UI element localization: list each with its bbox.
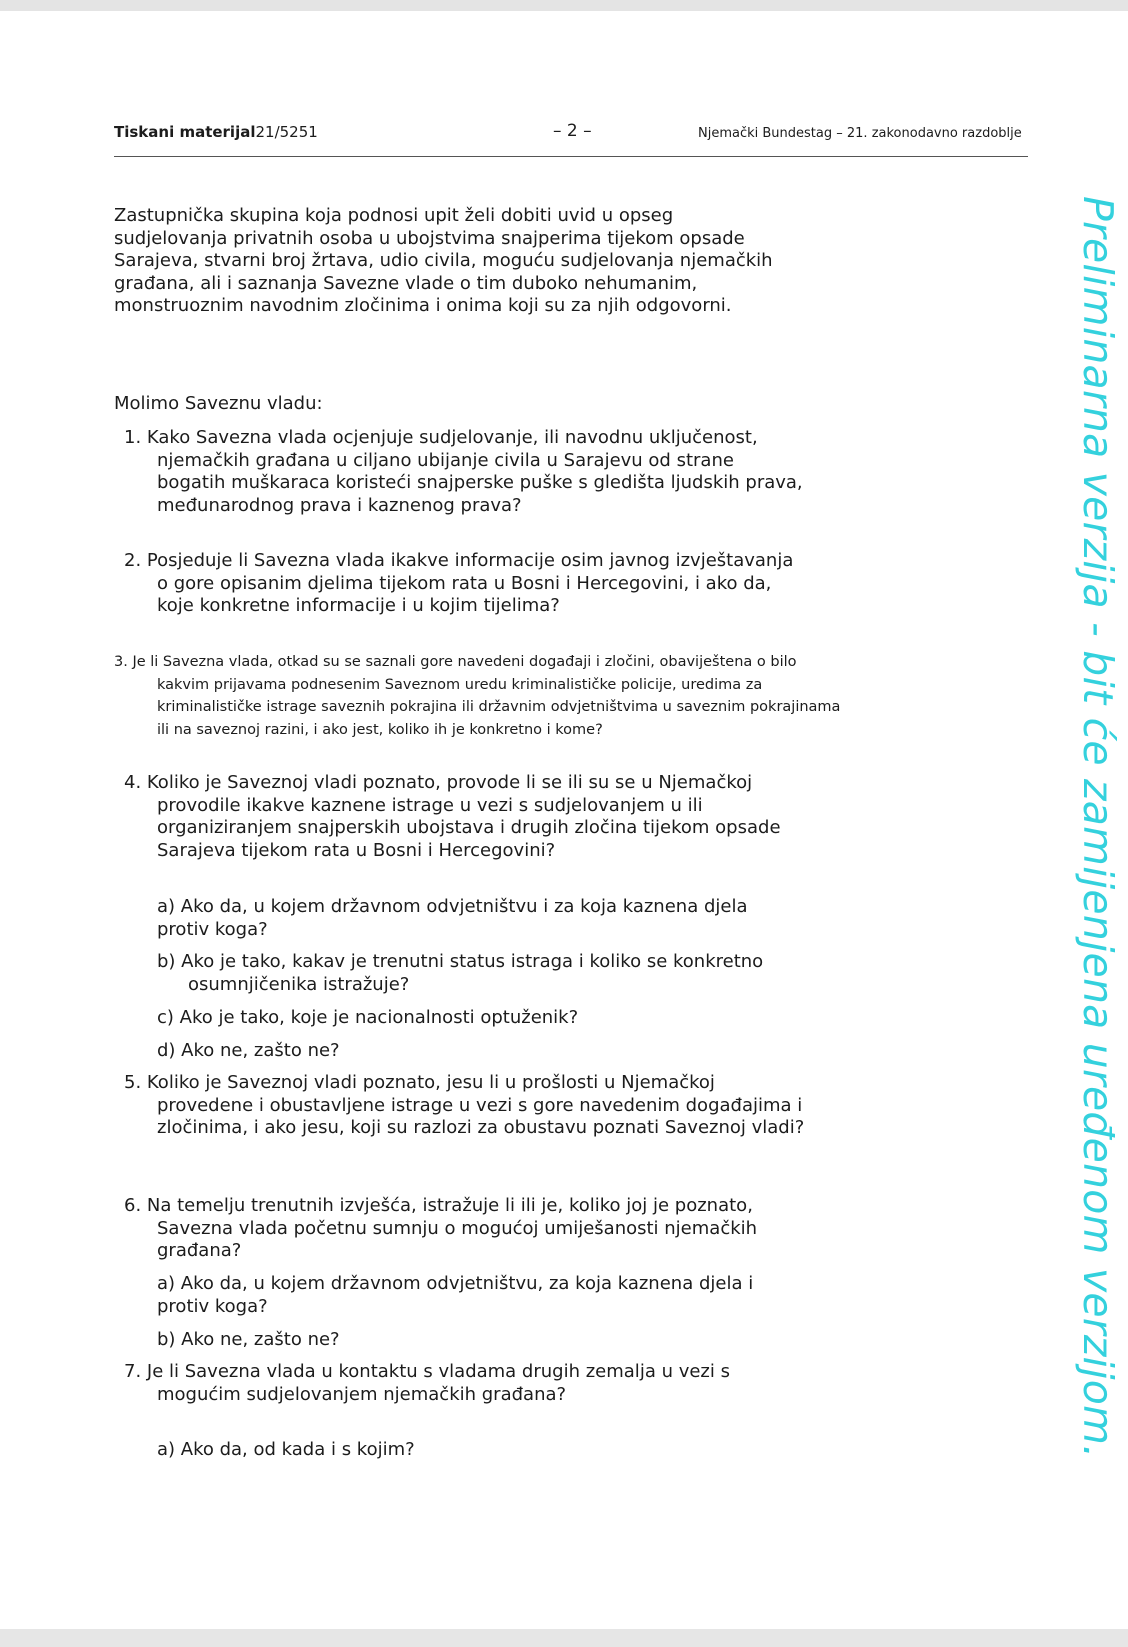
- question-4-sub-c: c) Ako je tako, koje je nacionalnosti optuženik?: [157, 1007, 579, 1028]
- question-2: 2. Posjeduje li Savezna vlada ikakve informacije osim javnog izvještavanja o gore opisanim djelima tijekom rata u Bosni i Hercegovini, i ako da, koje konkretne informacije i u kojim tijelima?: [124, 550, 794, 617]
- request-line: Molimo Saveznu vladu:: [114, 393, 323, 414]
- question-6-sub-b: b) Ako ne, zašto ne?: [157, 1329, 340, 1350]
- header-doc-label: Tiskani materijal: [114, 123, 256, 141]
- header-doc-number: 21/5251: [255, 123, 318, 141]
- question-5: 5. Koliko je Saveznoj vladi poznato, jesu li u prošlosti u Njemačkoj provedene i obustavljene istrage u vezi s gore navedenim događajima i zločinima, i ako jesu, koji su razlozi za obustavu poznati Saveznoj vladi?: [124, 1072, 805, 1139]
- question-4: 4. Koliko je Saveznoj vladi poznato, provode li se ili su se u Njemačkoj provodile ikakve kaznene istrage u vezi s sudjelovanjem u ili organiziranjem snajperskih ubojstava i drugih zločina tijekom opsade Sarajeva tijekom rata u Bosni i Hercegovini?: [124, 772, 781, 861]
- question-1: 1. Kako Savezna vlada ocjenjuje sudjelovanje, ili navodnu uključenost, njemačkih građana u ciljano ubijanje civila u Sarajevu od strane bogatih muškaraca koristeći snajperske puške s gledišta ljudskih prava, međunarodnog prava i kaznenog prava?: [124, 427, 803, 516]
- question-6-sub-a: a) Ako da, u kojem državnom odvjetništvu, za koja kaznena djela i protiv koga?: [157, 1273, 754, 1317]
- preliminary-version-watermark: Preliminarna verzija - bit će zamijenjena uređenom verzijom.: [1074, 196, 1122, 1459]
- question-6: 6. Na temelju trenutnih izvješća, istražuje li ili je, koliko joj je poznato, Savezna vlada početnu sumnju o mogućoj umiješanosti njemačkih građana?: [124, 1195, 758, 1262]
- question-3: 3. Je li Savezna vlada, otkad su se saznali gore navedeni događaji i zločini, obaviještena o bilo kakvim prijavama podnesenim Saveznom uredu kriminalističke policije, uredima za kriminalističke istrage saveznih pokrajina ili državnim odvjetništvima u saveznim pokrajinama ili na saveznoj razini, i ako jest, koliko ih je konkretno i kome?: [114, 654, 841, 738]
- header-page-number: – 2 –: [553, 121, 592, 141]
- header-divider: [114, 156, 1028, 157]
- question-4-sub-b: b) Ako je tako, kakav je trenutni status istraga i koliko se konkretno osumnjičenika istražuje?: [157, 951, 764, 995]
- window-top-strip: [0, 0, 1128, 11]
- header-publisher: Njemački Bundestag – 21. zakonodavno razdoblje: [698, 126, 1022, 141]
- question-4-sub-d: d) Ako ne, zašto ne?: [157, 1040, 340, 1061]
- question-7-sub-a: a) Ako da, od kada i s kojim?: [157, 1439, 415, 1460]
- window-bottom-strip: [0, 1629, 1128, 1647]
- question-7: 7. Je li Savezna vlada u kontaktu s vladama drugih zemalja u vezi s mogućim sudjelovanjem njemačkih građana?: [124, 1361, 730, 1405]
- intro-paragraph: Zastupnička skupina koja podnosi upit želi dobiti uvid u opseg sudjelovanja privatnih osoba u ubojstvima snajperima tijekom opsade Sarajeva, stvarni broj žrtava, udio civila, moguću sudjelovanja njemačkih građana, ali i saznanja Savezne vlade o tim duboko nehumanim, monstruoznim navodnim zločinima i onima koji su za njih odgovorni.: [114, 205, 773, 317]
- question-4-sub-a: a) Ako da, u kojem državnom odvjetništvu i za koja kaznena djela protiv koga?: [157, 896, 748, 940]
- header-document-reference: [114, 122, 318, 142]
